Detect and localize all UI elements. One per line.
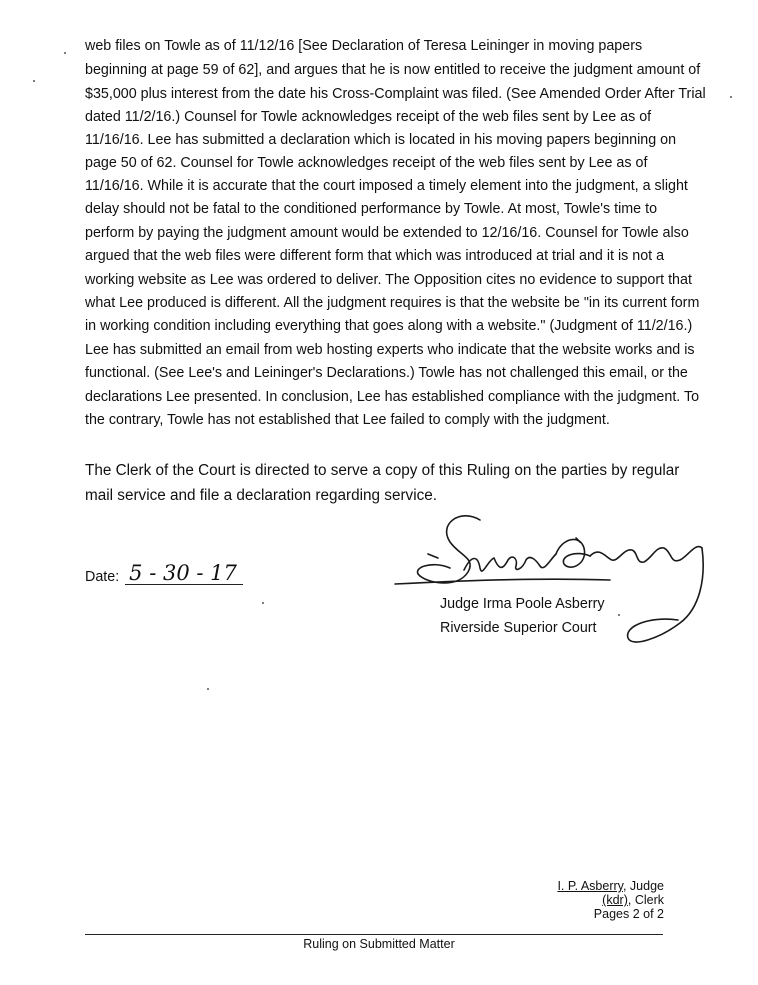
body-line: working website as Lee was ordered to deliver. The Opposition cites no evidence to support that (85, 272, 692, 288)
footer-judge-initials: I. P. Asberry (557, 879, 623, 893)
judge-signature (380, 498, 720, 663)
date-label: Date: (85, 569, 120, 585)
body-line: 11/16/16. Lee has submitted a declaration which is located in his moving papers beginning on (85, 132, 677, 148)
judge-name: Judge Irma Poole Asberry (440, 596, 605, 612)
footer-divider (85, 934, 663, 935)
footer-signature-block (557, 879, 664, 921)
footer-page-count: Pages 2 of 2 (593, 907, 664, 921)
body-line: beginning at page 59 of 62], and argues that he is now entitled to receive the judgment amount of (85, 62, 701, 78)
body-line: delay should not be fatal to the conditioned performance by Towle. At most, Towle's time to (85, 201, 658, 217)
body-line: functional. (See Lee's and Leininger's Declarations.) Towle has not challenged this email, or the (85, 365, 688, 381)
scan-speck (618, 614, 620, 616)
body-line: dated 11/2/16.) Counsel for Towle acknowledges receipt of the web files sent by Lee as of (85, 109, 652, 125)
body-line: 11/16/16. While it is accurate that the court imposed a timely element into the judgment, a slight (85, 178, 688, 194)
body-line: page 50 of 62. Counsel for Towle acknowledges receipt of the web files sent by Lee as of (85, 155, 648, 171)
footer-clerk-initials: (kdr) (602, 893, 628, 907)
scan-speck (262, 602, 264, 604)
scan-speck (64, 52, 66, 54)
body-line: argued that the web files were different form that which was introduced at trial and it is not a (85, 248, 665, 264)
footer-judge-line (557, 879, 664, 893)
body-line: perform by paying the judgment amount would be extended to 12/16/16. Counsel for Towle also (85, 225, 689, 241)
scan-speck (33, 80, 35, 82)
body-line: what Lee produced is different. All the judgment requires is that the website be "in its current form (85, 295, 700, 311)
footer-title: Ruling on Submitted Matter (303, 937, 455, 951)
footer-clerk-suffix: , Clerk (627, 893, 664, 907)
scan-speck (207, 688, 209, 690)
date-value: 5 - 30 - 17 (125, 562, 243, 585)
body-line: the contrary, Towle has not established that Lee failed to comply with the judgment. (85, 412, 610, 428)
footer-judge-suffix: , Judge (622, 879, 664, 893)
body-line: declarations Lee presented. In conclusion, Lee has established compliance with the judgment. To (85, 389, 700, 405)
court-name: Riverside Superior Court (440, 620, 597, 636)
body-line: Lee has submitted an email from web hosting experts who indicate that the website works and is (85, 342, 695, 358)
closing-line: mail service and file a declaration regarding service. (85, 487, 438, 504)
scan-speck (730, 96, 732, 98)
body-line: in working condition including everything that goes along with a website." (Judgment of 11/2/16.) (85, 318, 693, 334)
closing-line: The Clerk of the Court is directed to serve a copy of this Ruling on the parties by regular (85, 462, 680, 479)
body-line: $35,000 plus interest from the date his Cross-Complaint was filed. (See Amended Order After Trial (85, 86, 706, 102)
date-row (85, 562, 243, 585)
footer-clerk-line (557, 893, 664, 907)
body-line: web files on Towle as of 11/12/16 [See Declaration of Teresa Leininger in moving papers (85, 38, 643, 54)
